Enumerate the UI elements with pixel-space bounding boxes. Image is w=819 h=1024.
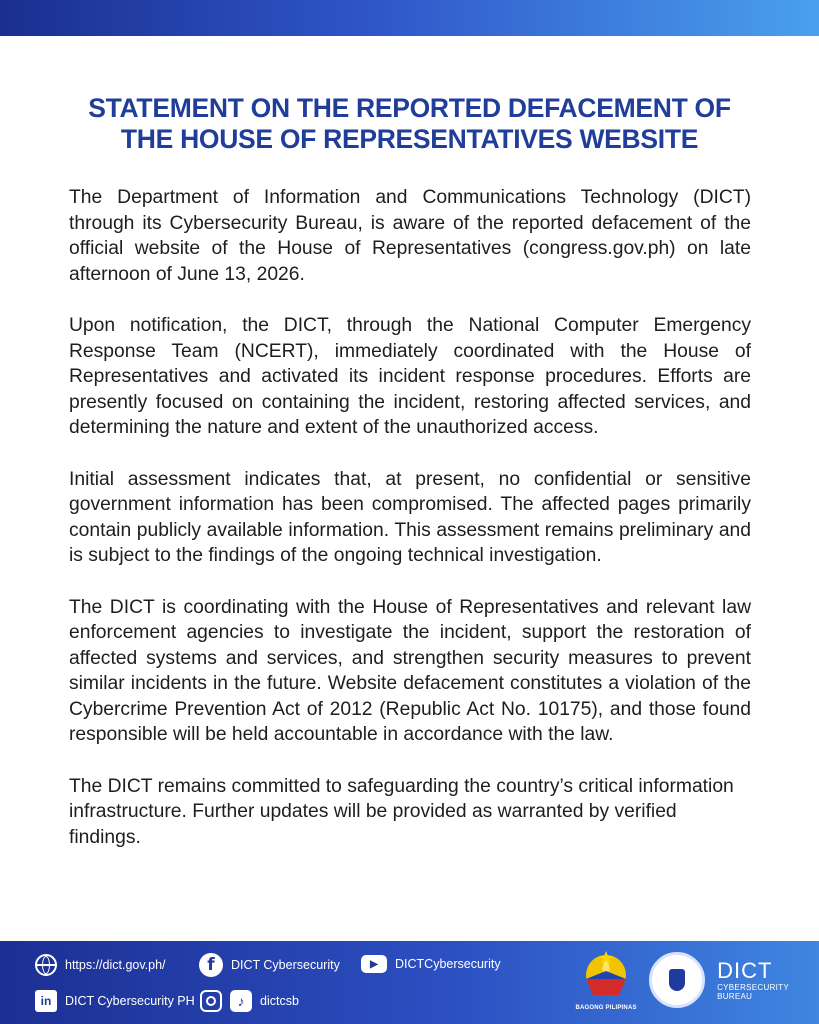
- footer-bar: [0, 941, 819, 1024]
- paragraph-1: The Department of Information and Communications Technology (DICT) through its Cybersecurity Bureau, is aware of the reported defacement of the official website of the House of Representatives (congress.gov.ph) on late afternoon of June 13, 2026.: [69, 187, 751, 285]
- top-banner: [0, 0, 819, 36]
- title-line-2: THE HOUSE OF REPRESENTATIVES WEBSITE: [120, 124, 699, 154]
- facebook-handle: DICT Cybersecurity: [231, 958, 340, 972]
- youtube-icon: ▶: [361, 955, 387, 973]
- website-url: https://dict.gov.ph/: [65, 958, 166, 972]
- dict-logo-name: DICT: [717, 957, 773, 983]
- linkedin-handle: DICT Cybersecurity PH: [65, 994, 195, 1008]
- bagong-pilipinas-label: BAGONG PILIPINAS: [575, 1005, 637, 1011]
- footer-instagram-tiktok-link[interactable]: [200, 990, 299, 1012]
- bagong-pilipinas-logo: [575, 949, 637, 1011]
- youtube-handle: DICTCybersecurity: [395, 957, 501, 971]
- globe-icon: [35, 954, 57, 976]
- dict-logo-line-1: CYBERSECURITY: [717, 982, 789, 992]
- instagram-icon: [200, 990, 222, 1012]
- dict-seal-logo: [649, 952, 705, 1008]
- tiktok-icon: ♪: [230, 990, 252, 1012]
- footer-website-link[interactable]: [35, 954, 166, 976]
- paragraph-2: Upon notification, the DICT, through the National Computer Emergency Response Team (NCERT), immediately coordinated with the House of Representatives and activated its incident response procedures. Efforts are presently focused on containing the incident, restoring affected services, and determining the nature and extent of the unauthorized access.: [69, 315, 751, 438]
- paragraph-3: Initial assessment indicates that, at present, no confidential or sensitive government information has been compromised. The affected pages primarily contain publicly available information. This assessment remains preliminary and is subject to the findings of the ongoing technical investigation.: [69, 468, 751, 566]
- instagram-tiktok-handle: dictcsb: [260, 994, 299, 1008]
- footer-logos: [575, 949, 789, 1011]
- facebook-icon: f: [199, 953, 223, 977]
- footer-linkedin-link[interactable]: [35, 990, 195, 1012]
- paragraph-5: The DICT remains committed to safeguarding the country’s critical information infrastructure. Further updates will be provided as warranted by verified findings.: [69, 775, 734, 848]
- statement-body: [69, 185, 751, 876]
- paragraph-4: The DICT is coordinating with the House of Representatives and relevant law enforcement agencies to investigate the incident, support the restoration of affected systems and services, and strengthen security measures to prevent similar incidents in the future. Website defacement constitutes a violation of the Cybercrime Prevention Act of 2012 (Republic Act No. 10175), and those found responsible will be held accountable in accordance with the law.: [69, 596, 751, 745]
- footer-facebook-link[interactable]: [199, 953, 340, 977]
- linkedin-icon: in: [35, 990, 57, 1012]
- footer-youtube-link[interactable]: [361, 955, 501, 973]
- statement-title: [40, 93, 779, 155]
- title-line-1: STATEMENT ON THE REPORTED DEFACEMENT OF: [88, 93, 731, 123]
- dict-cybersecurity-bureau-logo: [717, 957, 789, 1001]
- bagong-pilipinas-emblem-icon: [575, 949, 637, 1001]
- dict-logo-line-2: BUREAU: [717, 991, 753, 1001]
